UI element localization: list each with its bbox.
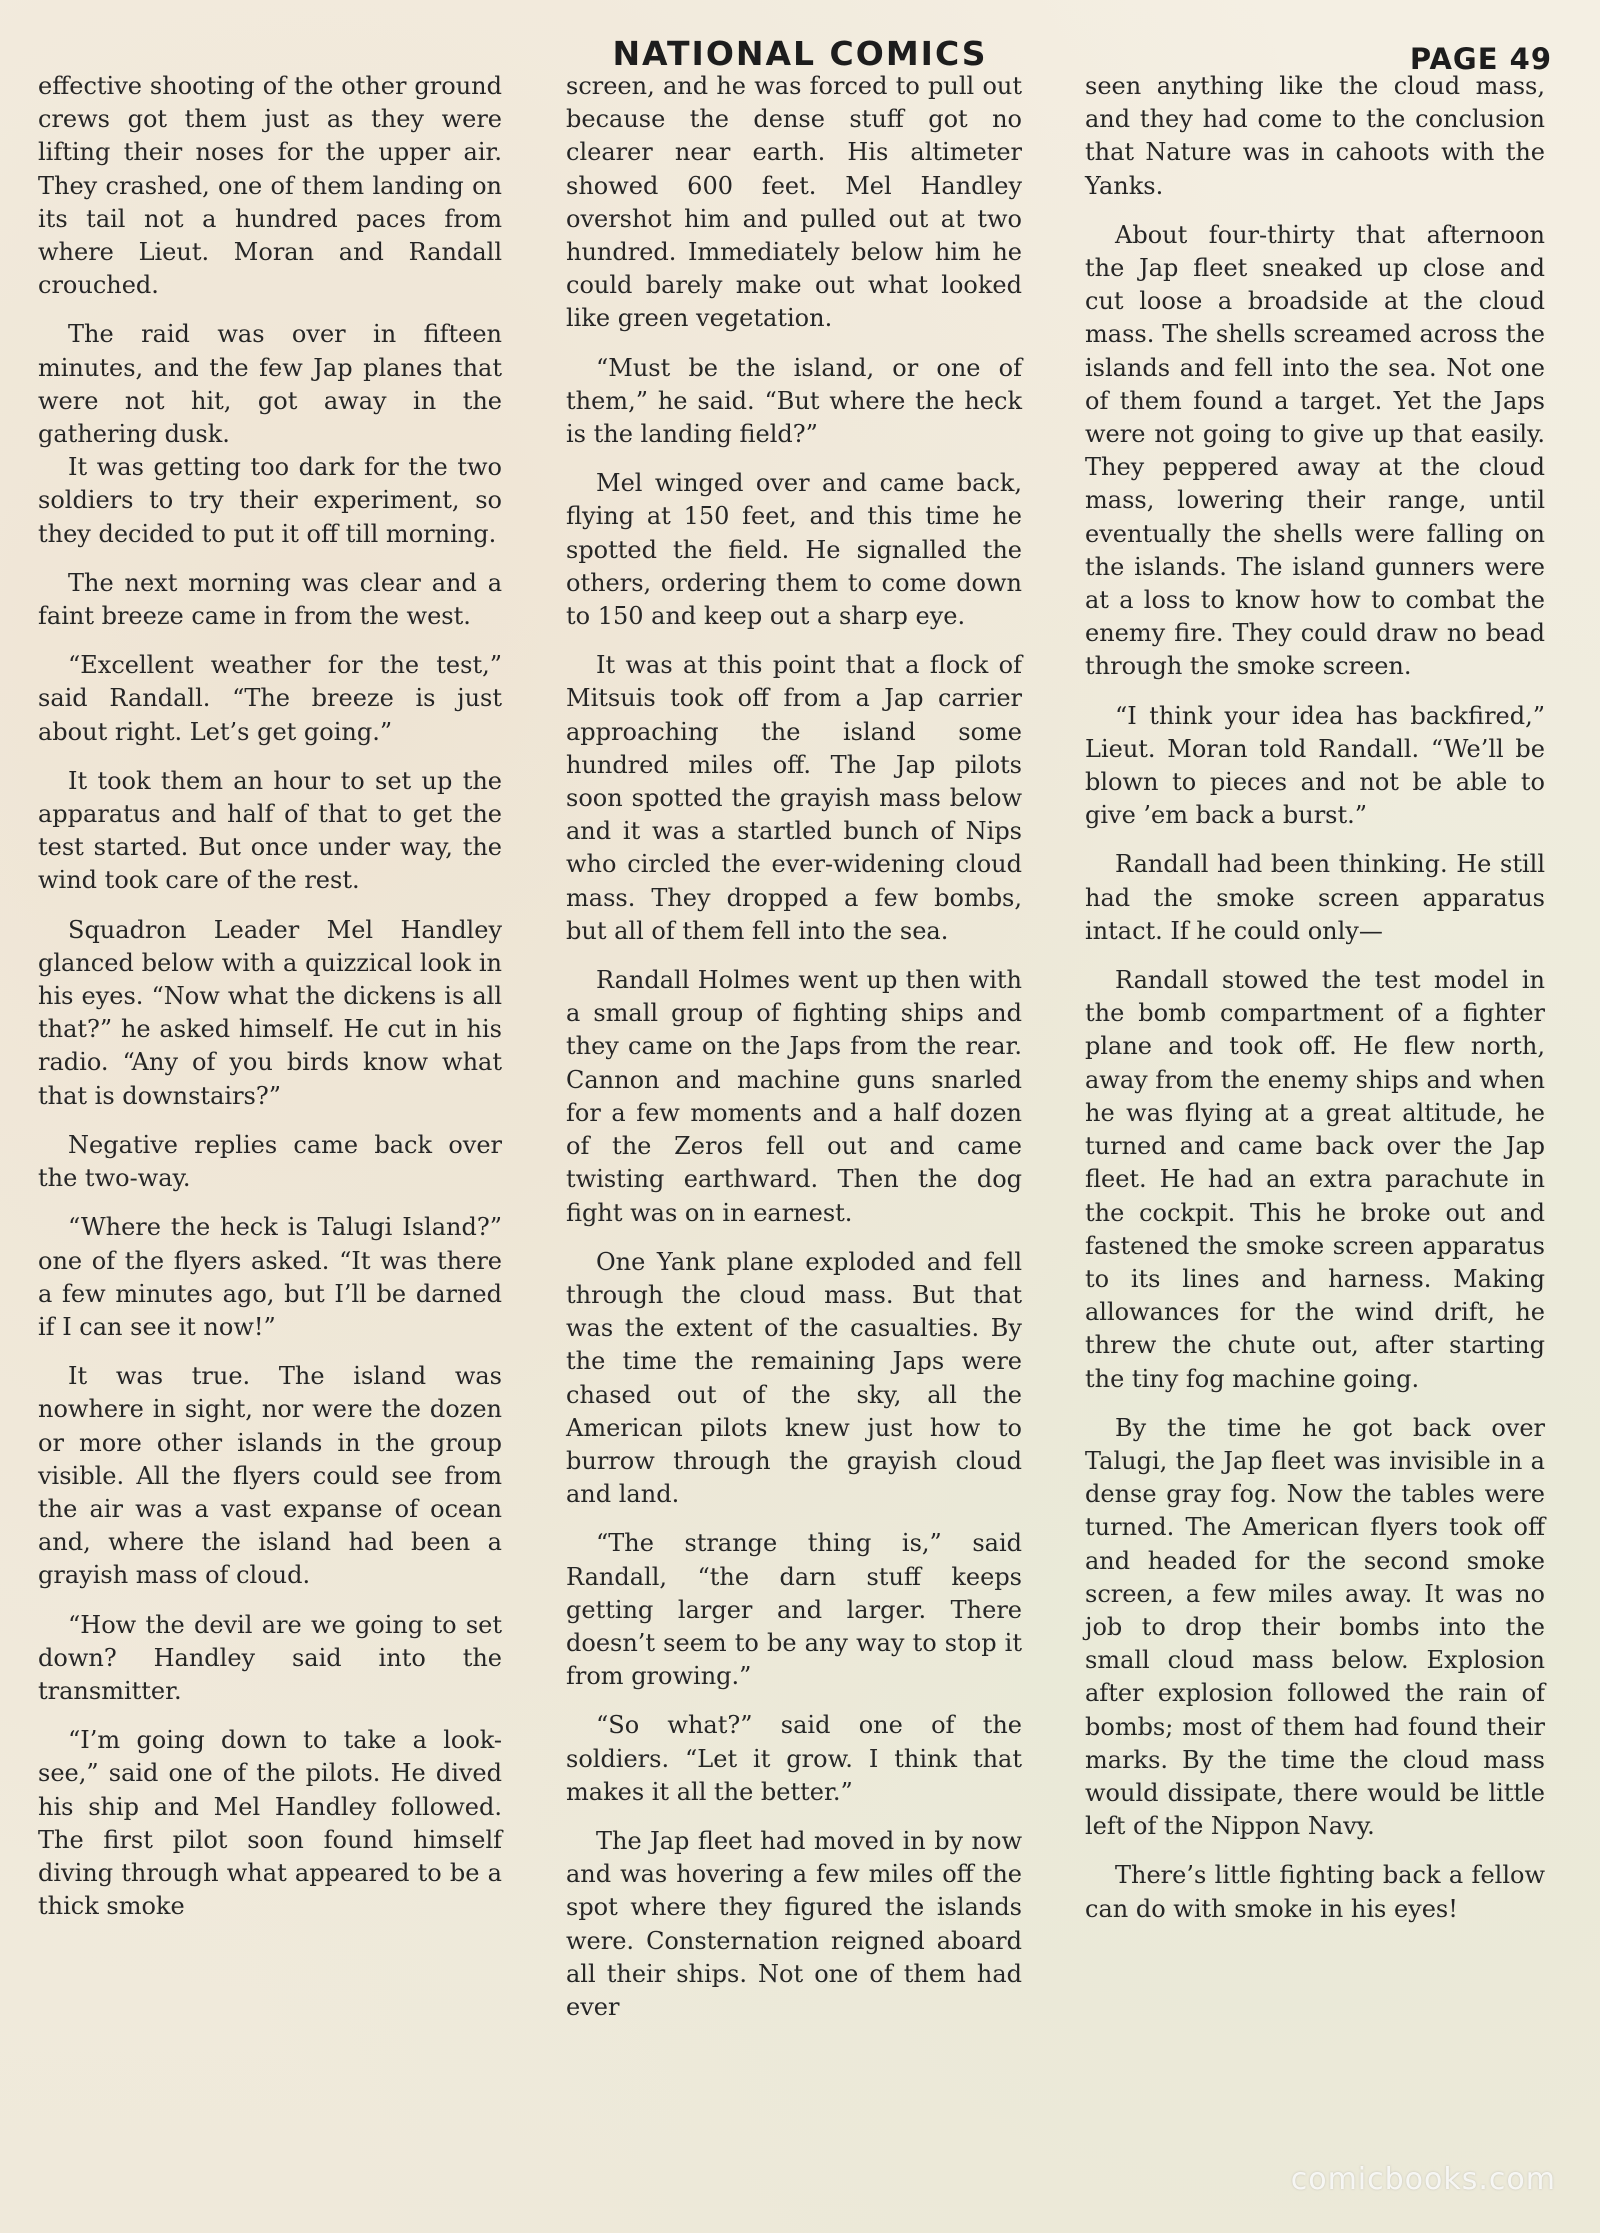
paragraph: “How the devil are we going to set down? Handley said into the transmitter. (38, 1610, 502, 1705)
paragraph: By the time he got back over Talugi, the Jap fleet was invisible in a dense gray fog. Now the tables were turned. The American flyers took off and headed for the second smoke screen, a few miles away. It was no job to drop their bombs into the small cloud mass below. Explosion after explosion followed the rain of bombs; most of them had found their marks. By the time the cloud mass would dissipate, there would be little left of the Nippon Navy. (1085, 1413, 1545, 1841)
paragraph: It was getting too dark for the two soldiers to try their experiment, so they decided to put it off till morning. (38, 453, 502, 548)
paragraph: It was true. The island was nowhere in sight, nor were the dozen or more other islands in the group visible. All the flyers could see from the air was a vast expanse of ocean and, where the island had been a grayish mass of cloud. (38, 1362, 502, 1590)
paragraph: It was at this point that a flock of Mitsuis took off from a Jap carrier approaching the island some hundred miles off. The Jap pilots soon spotted the grayish mass below and it was a startled bunch of Nips who circled the ever-widening cloud mass. They dropped a few bombs, but all of them fell into the sea. (566, 651, 1022, 945)
paragraph: seen anything like the cloud mass, and they had come to the conclusion that Nature was in cahoots with the Yanks. (1085, 72, 1545, 200)
paragraph: Mel winged over and came back, flying at 150 feet, and this time he spotted the field. He signalled the others, ordering them to come down to 150 and keep out a sharp eye. (566, 469, 1022, 631)
paragraph: Randall stowed the test model in the bomb compartment of a fighter plane and took off. He flew north, away from the enemy ships and when he was flying at a great altitude, he turned and came back over the Jap fleet. He had an extra parachute in the cockpit. This he broke out and fastened the smoke screen apparatus to its lines and harness. Making allowances for the wind drift, he threw the chute out, after starting the tiny fog machine going. (1085, 966, 1545, 1393)
paragraph: The Jap fleet had moved in by now and was hovering a few miles off the spot where they figured the islands were. Consternation reigned aboard all their ships. Not one of them had ever (566, 1826, 1022, 2021)
text-column-1 (38, 70, 502, 1923)
page-number: PAGE 49 (1409, 42, 1552, 76)
paragraph: Randall Holmes went up then with a small group of fighting ships and they came on the Japs from the rear. Cannon and machine guns snarled for a few moments and a half dozen of the Zeros fell out and came twisting earthward. Then the dog fight was on in earnest. (566, 966, 1022, 1227)
paragraph: “Excellent weather for the test,” said Randall. “The breeze is just about right. Let’s get going.” (38, 651, 502, 746)
paragraph: One Yank plane exploded and fell through the cloud mass. But that was the extent of the casualties. By the time the remaining Japs were chased out of the sky, all the American pilots knew just how to burrow through the grayish cloud and land. (566, 1247, 1022, 1509)
paragraph: “So what?” said one of the soldiers. “Let it grow. I think that makes it all the better.” (566, 1711, 1022, 1806)
magazine-title: NATIONAL COMICS (612, 34, 988, 73)
paragraph: Negative replies came back over the two-way. (38, 1130, 502, 1193)
paragraph: “I think your idea has backfired,” Lieut. Moran told Randall. “We’ll be blown to pieces and not be able to give ’em back a burst.” (1085, 701, 1545, 830)
paragraph: “The strange thing is,” said Randall, “the darn stuff keeps getting larger and larger. There doesn’t seem to be any way to stop it from growing.” (566, 1529, 1022, 1691)
paragraph: It took them an hour to set up the apparatus and half of that to get the test started. But once under way, the wind took care of the rest. (38, 766, 502, 895)
paragraph: Randall had been thinking. He still had the smoke screen apparatus intact. If he could only— (1085, 850, 1545, 945)
watermark: comicbooks.com (1290, 2162, 1556, 2197)
paragraph: “I’m going down to take a look-see,” said one of the pilots. He dived his ship and Mel Handley followed. The first pilot soon found himself diving through what appeared to be a thick smoke (38, 1726, 502, 1921)
paragraph: About four-thirty that afternoon the Jap fleet sneaked up close and cut loose a broadside at the cloud mass. The shells screamed across the islands and fell into the sea. Not one of them found a target. Yet the Japs were not going to give up that easily. They peppered away at the cloud mass, lowering their range, until eventually the shells were falling on the islands. The island gunners were at a loss to know how to combat the enemy fire. They could draw no bead through the smoke screen. (1085, 220, 1545, 681)
paragraph: “Must be the island, or one of them,” he said. “But where the heck is the landing field?” (566, 353, 1022, 449)
paragraph: screen, and he was forced to pull out because the dense stuff got no clearer near earth. His altimeter showed 600 feet. Mel Handley overshot him and pulled out at two hundred. Immediately below him he could barely make out what looked like green vegetation. (566, 72, 1022, 333)
text-column-3 (1085, 70, 1545, 1926)
paragraph: There’s little fighting back a fellow can do with smoke in his eyes! (1085, 1861, 1545, 1923)
paragraph: “Where the heck is Talugi Island?” one of the flyers asked. “It was there a few minutes ago, but I’ll be darned if I can see it now!” (38, 1213, 502, 1341)
paragraph: effective shooting of the other ground crews got them just as they were lifting their noses for the upper air. They crashed, one of them landing on its tail not a hundred paces from where Lieut. Moran and Randall crouched. (38, 72, 502, 300)
paragraph: The raid was over in fifteen minutes, and the few Jap planes that were not hit, got away in the gathering dusk. (38, 320, 502, 449)
paragraph: The next morning was clear and a faint breeze came in from the west. (38, 568, 502, 631)
text-column-2 (566, 70, 1022, 2024)
paragraph: Squadron Leader Mel Handley glanced below with a quizzical look in his eyes. “Now what the dickens is all that?” he asked himself. He cut in his radio. “Any of you birds know what that is downstairs?” (38, 915, 502, 1110)
